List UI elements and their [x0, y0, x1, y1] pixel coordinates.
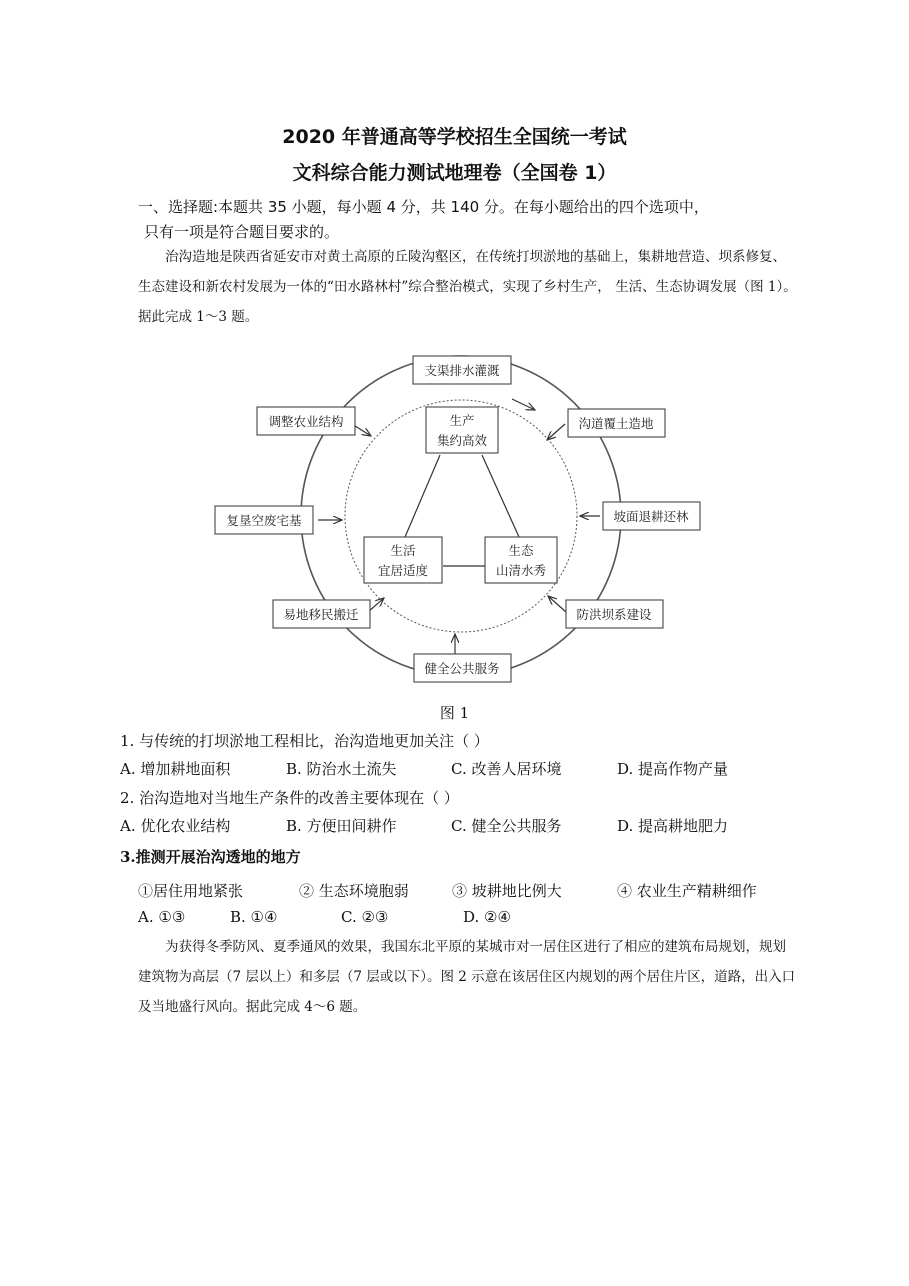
- box-top-label: 支渠排水灌溉: [424, 363, 500, 378]
- q3-item-2: ② 生态环境胞弱: [299, 882, 409, 900]
- triangle-edge-right: [482, 455, 519, 537]
- q1-option-c: C. 改善人居环境: [451, 760, 562, 778]
- q3-item-1: ①居住用地紧张: [138, 882, 244, 900]
- q1-option-a: A. 增加耕地面积: [120, 760, 231, 778]
- production-desc: 集约高效: [436, 433, 488, 448]
- exam-title: 2020 年普通高等学校招生全国统一考试: [282, 126, 627, 148]
- q2-option-b: B. 方便田间耕作: [286, 817, 397, 835]
- box-bottom-label: 健全公共服务: [424, 661, 500, 676]
- q3-option-d: D. ②④: [463, 908, 511, 926]
- passage-2: 为获得冬季防风、夏季通风的效果，我国东北平原的某城市对一居住区进行了相应的建筑布局规划，规划建筑物为高层（7 层以上）和多层（7 层或以下）。图 2 示意在该居住区内规划的两个居住片区，道路，出入口及当地盛行风向。据此完成 4～6 题。: [138, 939, 796, 1015]
- arrow-top: [512, 399, 535, 410]
- q1-option-d: D. 提高作物产量: [617, 760, 729, 778]
- box-bottom-left-label: 易地移民搬迁: [283, 607, 359, 622]
- question-3-stem: 3.推测开展治沟透地的地方: [120, 848, 301, 866]
- q3-option-a: A. ①③: [138, 908, 186, 926]
- q3-option-b: B. ①④: [230, 908, 278, 926]
- q3-option-c: C. ②③: [341, 908, 389, 926]
- box-bottom-right-label: 防洪坝系建设: [576, 607, 652, 622]
- box-top-left-label: 调整农业结构: [268, 414, 344, 429]
- question-2-stem: 2. 治沟造地对当地生产条件的改善主要体现在（ ）: [120, 789, 459, 807]
- triangle-edge-left: [405, 455, 440, 537]
- question-1-stem: 1. 与传统的打坝淤地工程相比，治沟造地更加关注（ ）: [120, 732, 489, 750]
- living-title: 生活: [390, 543, 416, 558]
- q2-option-a: A. 优化农业结构: [120, 817, 231, 835]
- living-desc: 宜居适度: [377, 563, 429, 578]
- arrow-bottom-right: [548, 596, 566, 612]
- ecology-title: 生态: [508, 543, 534, 558]
- q3-item-4: ④ 农业生产精耕细作: [617, 882, 757, 900]
- q2-option-c: C. 健全公共服务: [451, 817, 562, 835]
- q2-option-d: D. 提高耕地肥力: [617, 817, 729, 835]
- box-top-right-label: 沟道覆土造地: [578, 416, 654, 431]
- section-heading: 一、选择题:本题共 35 小题，每小题 4 分，共 140 分。在每小题给出的四个选项中，: [138, 198, 709, 216]
- section-heading-cont: 只有一项是符合题目要求的。: [144, 223, 340, 241]
- exam-subtitle: 文科综合能力测试地理卷（全国卷 1）: [292, 162, 617, 184]
- production-title: 生产: [449, 413, 475, 428]
- ecology-desc: 山清水秀: [495, 563, 547, 578]
- arrow-top-right: [547, 424, 565, 440]
- box-left-label: 复垦空废宅基: [226, 513, 302, 528]
- figure-caption: 图 1: [439, 704, 470, 722]
- passage-1: 治沟造地是陕西省延安市对黄土高原的丘陵沟壑区，在传统打坝淤地的基础上，集耕地营造、坝系修复、生态建设和新农村发展为一体的“田水路林村”综合整治模式，实现了乡村生产， 生活、生态协调发展（图 1）。据此完成 1～3 题。: [138, 249, 797, 325]
- q1-option-b: B. 防治水土流失: [286, 760, 397, 778]
- box-right-label: 坡面退耕还林: [613, 509, 689, 524]
- q3-item-3: ③ 坡耕地比例大: [452, 882, 562, 900]
